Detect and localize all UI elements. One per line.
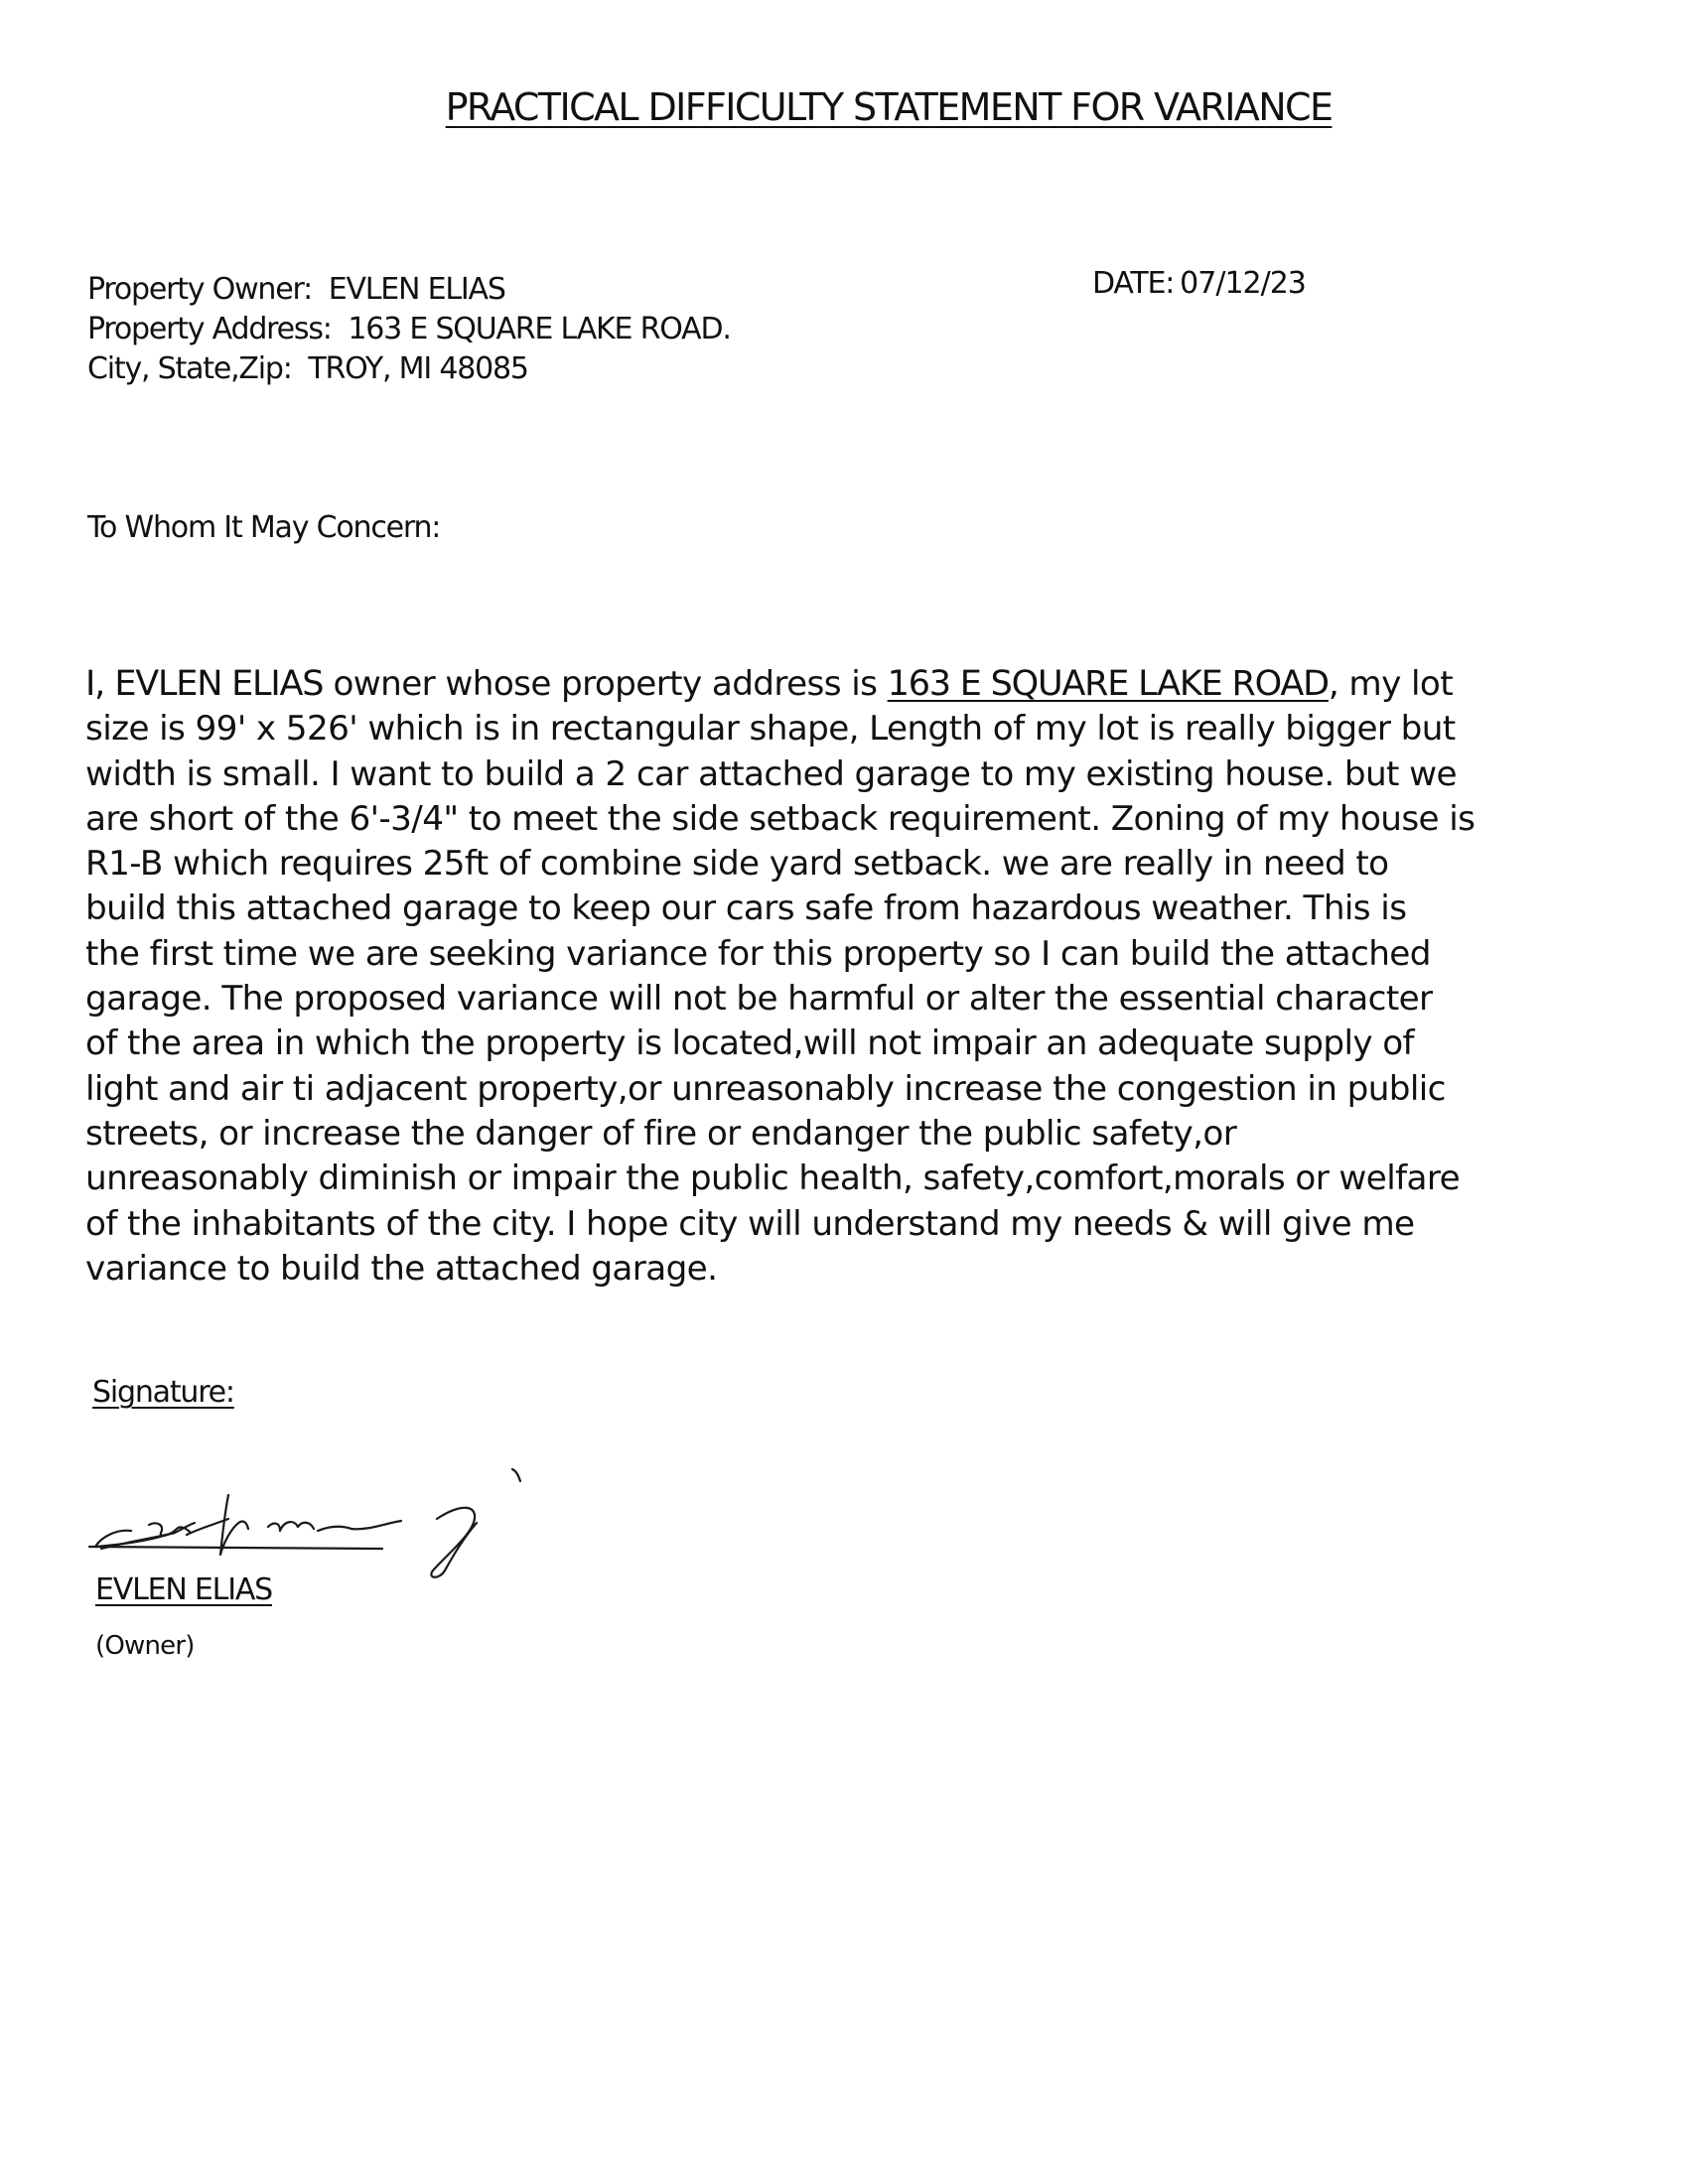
body-line: the first time we are seeking variance for this property so I can build the attached bbox=[85, 933, 1431, 974]
property-address-label: Property Address: bbox=[87, 312, 332, 346]
body-line: unreasonably diminish or impair the public health, safety,comfort,morals or welfare bbox=[85, 1159, 1461, 1199]
body-line: light and air ti adjacent property,or unreasonably increase the congestion in public bbox=[85, 1068, 1446, 1109]
property-info-block bbox=[87, 270, 731, 389]
property-owner-value: EVLEN ELIAS bbox=[328, 272, 505, 307]
body-line1-tail: , my lot bbox=[1328, 664, 1454, 704]
date-value: 07/12/23 bbox=[1180, 266, 1306, 301]
body-owner-name: EVLEN ELIAS bbox=[114, 664, 324, 704]
body-line: width is small. I want to build a 2 car attached garage to my existing house. but we bbox=[85, 753, 1457, 794]
body-line: R1-B which requires 25ft of combine side yard setback. we are really in need to bbox=[85, 844, 1389, 885]
body-intro: owner whose property address is bbox=[323, 664, 888, 704]
handwritten-signature bbox=[79, 1459, 635, 1583]
signer-name: EVLEN ELIAS bbox=[95, 1572, 273, 1607]
property-address-value: 163 E SQUARE LAKE ROAD. bbox=[348, 312, 731, 346]
body-line: build this attached garage to keep our cars safe from hazardous weather. This is bbox=[85, 888, 1407, 929]
statement-body bbox=[85, 662, 1634, 1292]
body-line-1 bbox=[85, 662, 1634, 707]
property-address-row bbox=[87, 310, 731, 349]
property-owner-label: Property Owner: bbox=[87, 272, 313, 307]
city-state-zip-label: City, State,Zip: bbox=[87, 351, 292, 386]
body-line: streets, or increase the danger of fire or endanger the public safety,or bbox=[85, 1113, 1237, 1154]
body-opening: I, bbox=[85, 664, 105, 704]
signature-label: Signature: bbox=[92, 1375, 234, 1410]
date-row bbox=[1092, 266, 1306, 301]
body-line: size is 99' x 526' which is in rectangular shape, Length of my lot is really bigger but bbox=[85, 709, 1456, 750]
body-line: garage. The proposed variance will not be harmful or alter the essential character bbox=[85, 979, 1433, 1020]
body-line: of the area in which the property is located,will not impair an adequate supply of bbox=[85, 1024, 1414, 1064]
body-line: of the inhabitants of the city. I hope city will understand my needs & will give me bbox=[85, 1203, 1415, 1244]
city-state-zip-row bbox=[87, 349, 731, 389]
property-owner-row bbox=[87, 270, 731, 310]
body-line: are short of the 6'-3/4" to meet the side setback requirement. Zoning of my house is bbox=[85, 798, 1476, 839]
body-address: 163 E SQUARE LAKE ROAD bbox=[887, 664, 1329, 704]
body-line: variance to build the attached garage. bbox=[85, 1248, 718, 1289]
salutation: To Whom It May Concern: bbox=[87, 510, 441, 545]
signer-role: (Owner) bbox=[95, 1631, 195, 1661]
document-title: PRACTICAL DIFFICULTY STATEMENT FOR VARIANCE bbox=[445, 85, 1333, 129]
date-label: DATE: bbox=[1092, 266, 1175, 301]
city-state-zip-value: TROY, MI 48085 bbox=[308, 351, 528, 386]
